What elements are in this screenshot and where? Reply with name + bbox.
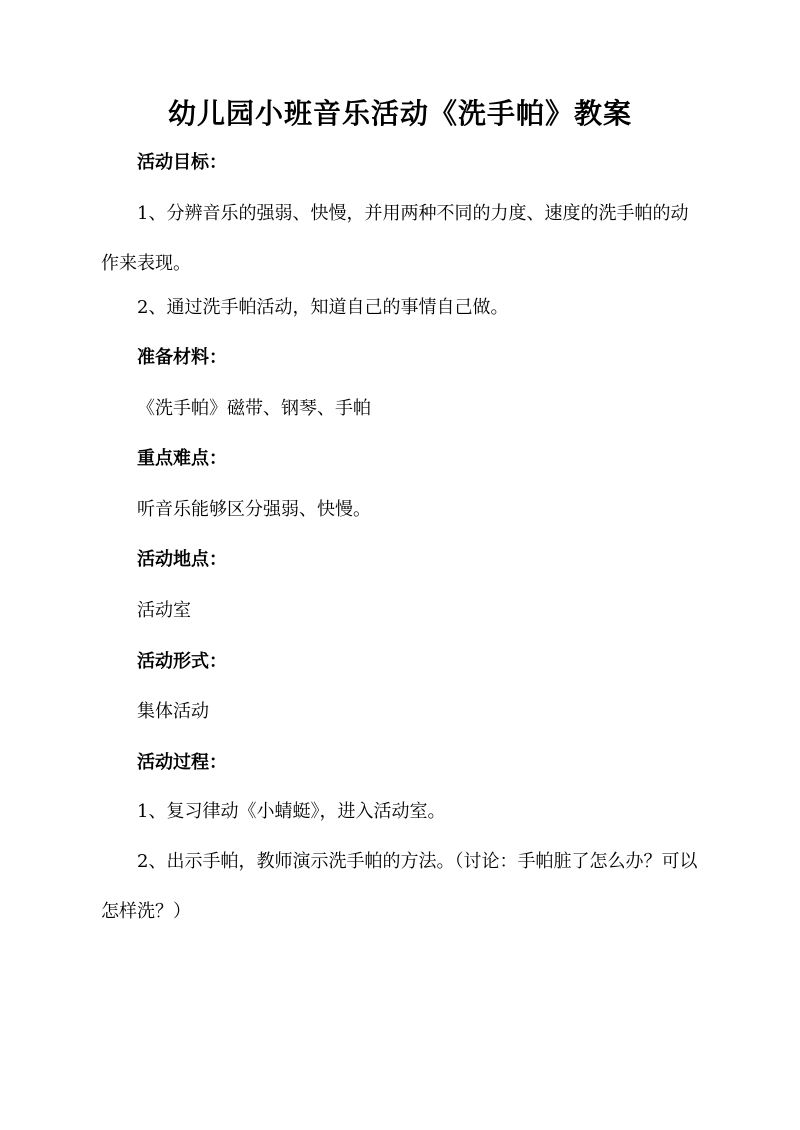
process-step-1: 1、复习律动《小蜻蜓》，进入活动室。	[137, 801, 446, 822]
place-text: 活动室	[137, 600, 191, 621]
document-title: 幼儿园小班音乐活动《洗手帕》教案	[167, 97, 632, 130]
process-step-2: 2、出示手帕，教师演示洗手帕的方法。（讨论：手帕脏了怎么办？可以怎样洗？）	[101, 851, 698, 922]
goal-item-2: 2、通过洗手帕活动，知道自己的事情自己做。	[137, 297, 509, 318]
section-heading-materials: 准备材料：	[137, 347, 227, 368]
form-text: 集体活动	[137, 701, 209, 722]
section-heading-place: 活动地点：	[137, 549, 227, 570]
key-points-text: 听音乐能够区分强弱、快慢。	[137, 499, 371, 520]
materials-text: 《洗手帕》磁带、钢琴、手帕	[137, 398, 371, 419]
goal-item-1: 1、分辨音乐的强弱、快慢，并用两种不同的力度、速度的洗手帕的动作来表现。	[101, 203, 689, 274]
section-heading-form: 活动形式：	[137, 651, 227, 672]
section-heading-key-points: 重点难点：	[137, 448, 227, 469]
section-heading-goals: 活动目标：	[137, 152, 227, 173]
section-heading-process: 活动过程：	[137, 752, 227, 773]
